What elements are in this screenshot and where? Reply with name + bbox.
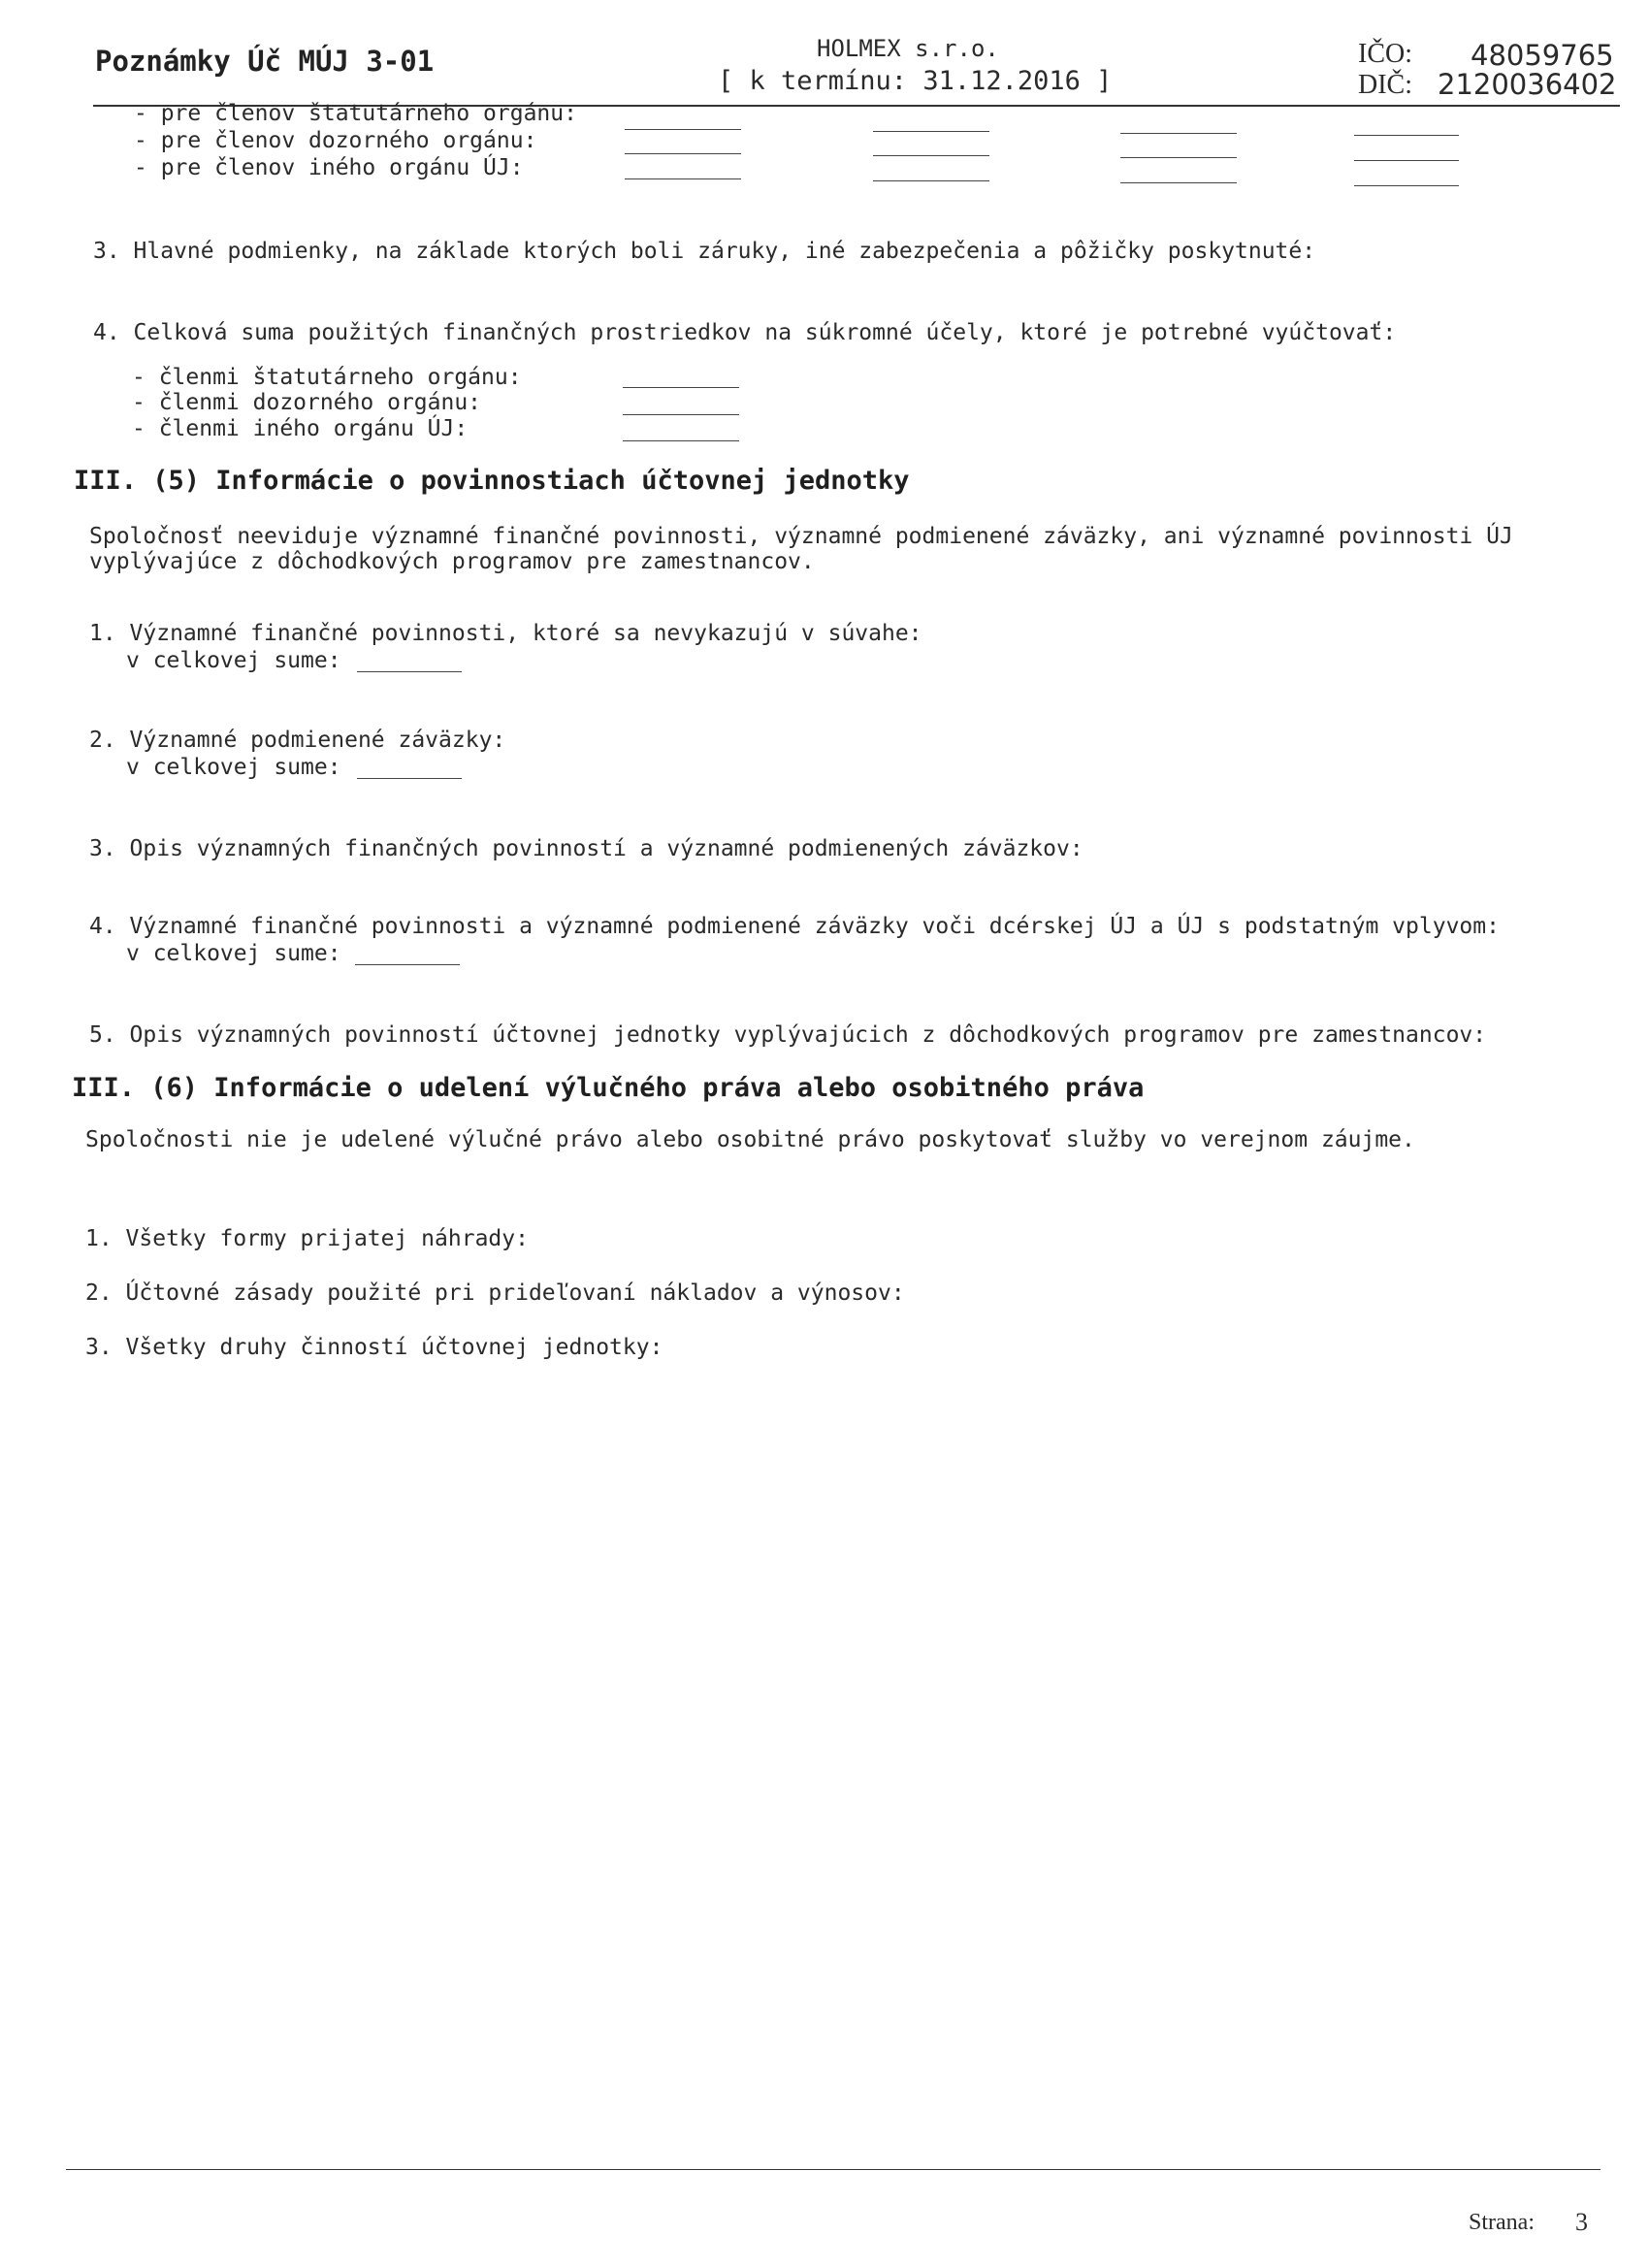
dic-value: 2120036402 — [1438, 68, 1617, 101]
section-5-item-3: 3. Opis významných finančných povinností a významné podmienených záväzkov: — [89, 836, 1083, 861]
section-6-intro: Spoločnosti nie je udelené výlučné právo alebo osobitné právo poskytovať služby vo verejnom záujme. — [85, 1127, 1415, 1152]
blank-field — [623, 414, 739, 415]
section-5-intro-line1: Spoločnosť neeviduje významné finančné povinnosti, významné podmienené záväzky, ani významné povinnosti ÚJ — [89, 524, 1513, 549]
item-private-funds-total: 4. Celková suma použitých finančných prostriedkov na súkromné účely, ktoré je potrebné vyúčtovať: — [93, 320, 1397, 345]
document-title: Poznámky Úč MÚJ 3-01 — [95, 45, 435, 78]
section-5-item-1: 1. Významné finančné povinnosti, ktoré sa nevykazujú v súvahe: — [89, 621, 922, 646]
section-6-item-3: 3. Všetky druhy činností účtovnej jednotky: — [85, 1335, 663, 1360]
blank-field — [625, 153, 741, 154]
section-5-item-5: 5. Opis významných povinností účtovnej jednotky vyplývajúcich z dôchodkových programov pre zamestnancov: — [89, 1022, 1487, 1048]
blank-field — [1120, 182, 1237, 183]
list-item: - členmi dozorného orgánu: — [132, 390, 482, 415]
blank-field — [1354, 135, 1459, 136]
blank-field — [1354, 185, 1459, 186]
list-item: - členmi iného orgánu ÚJ: — [132, 416, 469, 441]
page-label: Strana: — [1469, 2210, 1535, 2235]
total-label: v celkovej sume: — [126, 941, 341, 966]
blank-field — [1120, 157, 1237, 158]
section-6-title: III. (6) Informácie o udelení výlučného práva alebo osobitného práva — [72, 1073, 1145, 1103]
report-period: [ k termínu: 31.12.2016 ] — [718, 66, 1113, 96]
list-item: - pre členov iného orgánu ÚJ: — [134, 155, 524, 180]
blank-field — [357, 671, 462, 672]
section-5-item-4: 4. Významné finančné povinnosti a významné podmienené záväzky voči dcérskej ÚJ a ÚJ s podstatným vplyvom: — [89, 914, 1500, 939]
section-6-item-1: 1. Všetky formy prijatej náhrady: — [85, 1226, 529, 1251]
blank-field — [625, 129, 741, 130]
list-item: - pre členov dozorného orgánu: — [134, 128, 537, 153]
section-6-item-2: 2. Účtovné zásady použité pri prideľovaní nákladov a výnosov: — [85, 1280, 905, 1306]
page-number: 3 — [1575, 2208, 1588, 2236]
blank-field — [625, 178, 741, 179]
blank-field — [355, 964, 460, 965]
blank-field — [1354, 160, 1459, 161]
ico-value: 48059765 — [1471, 39, 1614, 72]
list-item: - pre členov štatutárneho orgánu: — [134, 101, 577, 126]
dic-label: DIČ: — [1358, 70, 1412, 100]
list-item: - členmi štatutárneho orgánu: — [132, 365, 522, 390]
blank-field — [873, 131, 989, 132]
total-label: v celkovej sume: — [126, 755, 341, 780]
ico-label: IČO: — [1358, 39, 1412, 69]
section-5-item-2: 2. Významné podmienené záväzky: — [89, 728, 506, 753]
company-name: HOLMEX s.r.o. — [817, 35, 999, 62]
item-guarantee-conditions: 3. Hlavné podmienky, na základe ktorých boli záruky, iné zabezpečenia a pôžičky poskytnuté: — [93, 239, 1316, 264]
blank-field — [623, 387, 739, 388]
blank-field — [873, 180, 989, 181]
blank-field — [873, 155, 989, 156]
blank-field — [1120, 133, 1237, 134]
blank-field — [623, 440, 739, 441]
footer-rule — [66, 2169, 1600, 2170]
section-5-intro-line2: vyplývajúce z dôchodkových programov pre zamestnancov. — [89, 549, 815, 574]
total-label: v celkovej sume: — [126, 648, 341, 673]
blank-field — [357, 778, 462, 779]
section-5-title: III. (5) Informácie o povinnostiach účtovnej jednotky — [74, 466, 910, 496]
